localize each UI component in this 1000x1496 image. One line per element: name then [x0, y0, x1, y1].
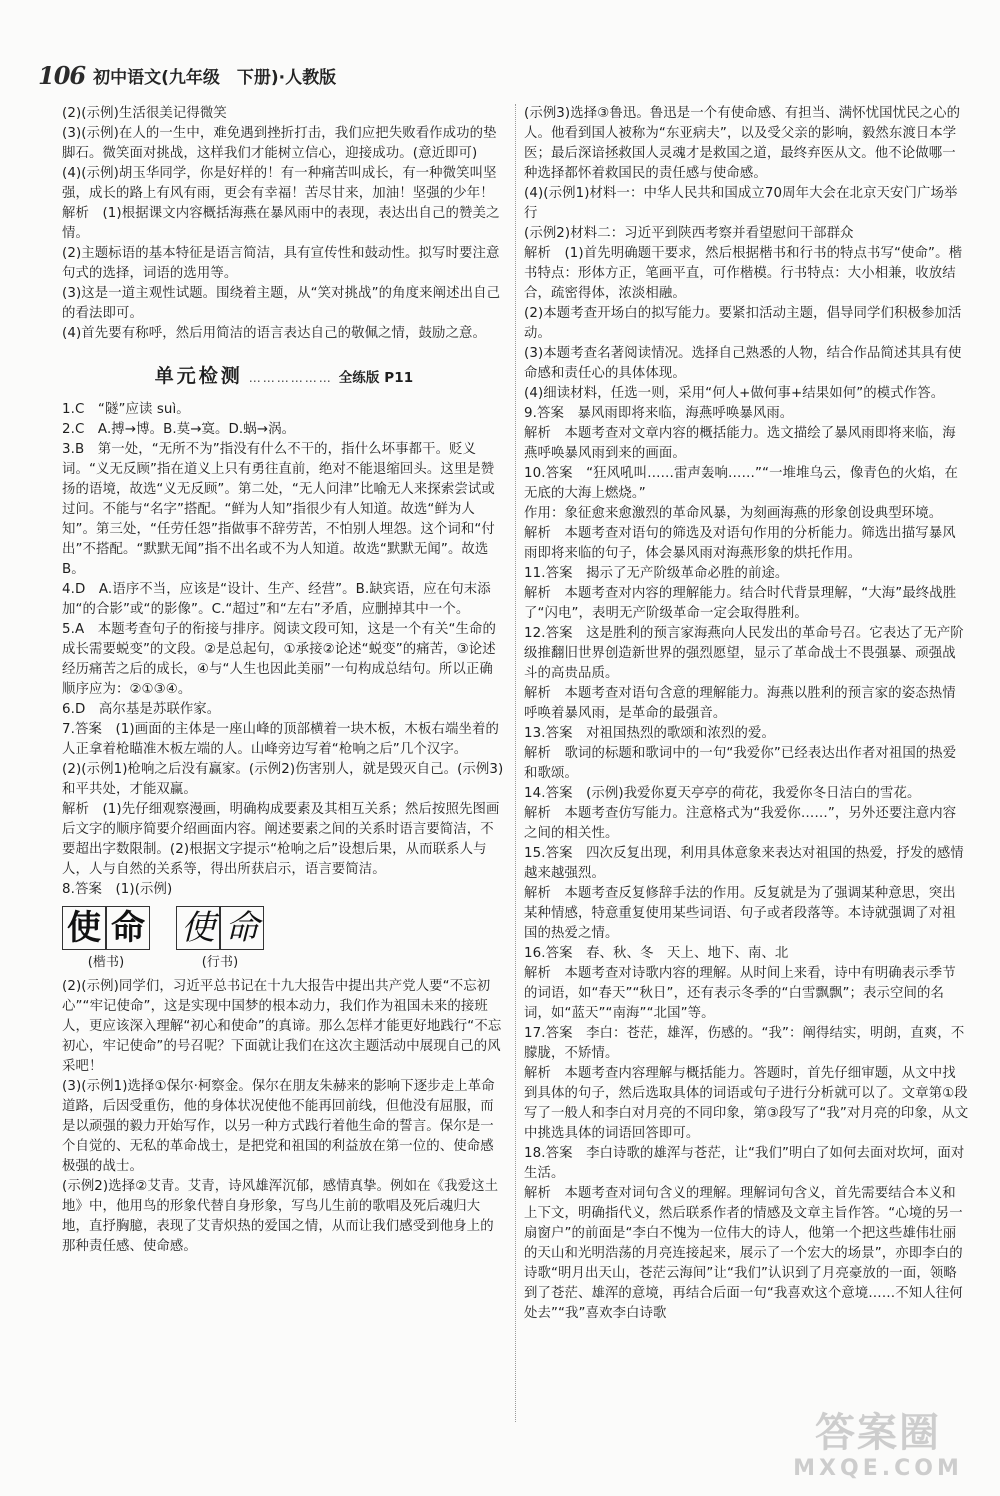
- answer-item: 15.答案 四次反复出现，利用具体意象来表达对祖国的热爱，抒发的感情越来越强烈。: [524, 846, 964, 881]
- analysis-paragraph: 解析 (1)先仔细观察漫画，明确构成要素及其相互关系；然后按照先图画后文字的顺序简要介绍画面内容。阐述要素之间的关系时语言要简洁，不要超出字数限制。(2)根据文字提示“枪响之后”设想后果，从而联系人与人，人与自然的关系等，得出所获启示，语言要简洁。: [62, 802, 500, 877]
- watermark-text-en: MXQE.COM: [793, 1456, 963, 1481]
- analysis-paragraph: 解析 (1)首先明确题干要求，然后根据楷书和行书的特点书写“使命”。楷书特点：形体方正，笔画平直，可作楷模。行书特点：大小相兼，收放结合，疏密得体，浓淡相融。: [524, 246, 963, 301]
- answer-item: 7.答案 (1)画面的主体是一座山峰的顶部横着一块木板，木板右端坐着的人正拿着枪瞄准木板左端的人。山峰旁边写着“枪响之后”几个汉字。: [62, 722, 499, 757]
- text-paragraph: (示例2)材料二：习近平到陕西考察并看望慰问干部群众: [524, 226, 854, 241]
- calligraphy-char: 使: [62, 906, 106, 950]
- left-block-1: [62, 104, 506, 344]
- section-title: 单元检测: [154, 365, 243, 387]
- calligraphy-kaishu: [62, 906, 150, 973]
- answer-item: 9.答案 暴风雨即将来临，海燕呼唤暴风雨。: [524, 406, 794, 421]
- analysis-paragraph: 解析 本题考查内容理解与概括能力。答题时，首先仔细审题，从文中找到具体的句子，然后选取具体的词语或句子进行分析就可以了。文章第①段写了一般人和李白对月亮的不同印象，第③段写了“我”对月亮的印象，从文中挑选具体的词语回答即可。: [524, 1066, 969, 1141]
- analysis-paragraph: 解析 本题考查对语句含意的理解能力。海燕以胜利的预言家的姿态热情呼唤着暴风雨，是革命的最强音。: [524, 686, 956, 721]
- text-paragraph: (4)(示例)胡玉华同学，你是好样的！有一种痛苦叫成长，有一种微笑叫坚强，成长的路上有风有雨，更会有幸福！苦尽甘来，加油！坚强的少年！: [62, 166, 497, 201]
- section-dots: ………………: [248, 371, 333, 385]
- section-heading: [62, 366, 506, 388]
- page-header: [38, 58, 468, 92]
- answer-item: 18.答案 李白诗歌的雄浑与苍茫，让“我们”明白了如何去面对坎坷，面对生活。: [524, 1146, 965, 1181]
- calligraphy-caption: (楷书): [87, 955, 125, 970]
- answer-item: 5.A 本题考查句子的衔接与排序。阅读文段可知，这是一个有关“生命的成长需要蜕变”的文段。②是总起句，①承接②论述“蜕变”的痛苦，③论述经历痛苦之后的成长，④与“人生也因此美丽”一句构成总结句。所以正确顺序应为：②①③④。: [62, 622, 496, 697]
- answer-item: 2.C A.搏→博。B.莫→寞。D.蜗→涡。: [62, 422, 296, 437]
- text-paragraph: (3)(示例1)选择①保尔·柯察金。保尔在朋友朱赫来的影响下逐步走上革命道路，后因受重伤，他的身体状况使他不能再回前线，但他没有屈服，而是以顽强的毅力开始写作，以另一种方式践行着他生命的誓言。保尔是一个自觉的、无私的革命战士，是把党和祖国的利益放在第一位的、使命感极强的战士。: [62, 1079, 495, 1174]
- answer-item: (2)(示例1)枪响之后没有赢家。(示例2)伤害别人，就是毁灭自己。(示例3)和平共处，才能双赢。: [62, 762, 504, 797]
- answer-item: 13.答案 对祖国热烈的歌颂和浓烈的爱。: [524, 726, 775, 741]
- answer-item: 14.答案 (示例)我爱你夏天亭亭的荷花，我爱你冬日洁白的雪花。: [524, 786, 921, 801]
- text-paragraph: (4)(示例1)材料一：中华人民共和国成立70周年大会在北京天安门广场举行: [524, 186, 958, 221]
- analysis-paragraph: 解析 本题考查仿写能力。注意格式为“我爱你……”，另外还要注意内容之间的相关性。: [524, 806, 957, 841]
- analysis-paragraph: 解析 本题考查对语句的筛选及对语句作用的分析能力。筛选出描写暴风雨即将来临的句子，体会暴风雨对海燕形象的烘托作用。: [524, 526, 956, 561]
- calligraphy-char: 命: [220, 906, 264, 950]
- analysis-paragraph: 解析 本题考查对诗歌内容的理解。从时间上来看，诗中有明确表示季节的词语，如“春天”“秋日”，还有表示冬季的“白雪飘飘”；表示空间的名词，如“蓝天”“南海”“北国”等。: [524, 966, 956, 1021]
- text-paragraph: (2)主题标语的基本特征是语言简洁，具有宣传性和鼓动性。拟写时要注意句式的选择，词语的选用等。: [62, 246, 500, 281]
- text-paragraph: (示例3)选择③鲁迅。鲁迅是一个有使命感、有担当、满怀忧国忧民之心的人。他看到国人被称为“东亚病夫”，以及受父亲的影响，毅然东渡日本学医；最后深谙拯救国人灵魂才是救国之道，最终弃医从文。他不论做哪一种选择都怀着救国民的责任感与使命感。: [524, 106, 961, 181]
- text-paragraph: (示例2)选择②艾青。艾青，诗风雄浑沉郁，感情真挚。例如在《我爱这土地》中，他用鸟的形象代替自身形象，写鸟儿生前的歌唱及死后魂归大地，直抒胸臆，表现了艾青炽热的爱国之情，从而让我们感受到他身上的那种责任感、使命感。: [62, 1179, 499, 1254]
- answer-item: 16.答案 春、秋、冬 天上、地下、南、北: [524, 946, 789, 961]
- section-page-ref: 全练版 P11: [338, 370, 414, 386]
- right-column: [524, 104, 969, 1324]
- watermark-text-cn: 答案圈: [815, 1410, 941, 1456]
- analysis-paragraph: 解析 本题考查对词句含义的理解。理解词句含义，首先需要结合本义和上下文，明确指代义，然后联系作者的情感及文章主旨作答。“心境的另一扇窗户”的前面是“李白不愧为一位伟大的诗人，他第一个把这些雄伟壮丽的天山和光明浩荡的月亮连接起来，展示了一个宏大的场景”，亦即李白的诗歌“明月出天山，苍茫云海间”让“我们”认识到了月亮豪放的一面，领略到了苍茫、雄浑的意境，再结合后面一句“我喜欢这个意境……不知人往何处去”“我”喜欢李白诗歌: [524, 1186, 963, 1321]
- text-paragraph: (3)(示例)在人的一生中，难免遇到挫折打击，我们应把失败看作成功的垫脚石。微笑面对挑战，这样我们才能树立信心，迎接成功。(意近即可): [62, 126, 497, 161]
- text-paragraph: (4)细读材料，任选一则，采用“何人+做何事+结果如何”的模式作答。: [524, 386, 945, 401]
- calligraphy-samples: [62, 906, 506, 973]
- analysis-paragraph: 解析 本题考查对内容的理解能力。结合时代背景理解，“大海”最终战胜了“闪电”，表明无产阶级革命一定会取得胜利。: [524, 586, 957, 621]
- page-number: 106: [38, 60, 86, 90]
- answer-item: 6.D 高尔基是苏联作家。: [62, 702, 221, 717]
- answer-item: 4.D A.语序不当，应该是“设计、生产、经营”。B.缺宾语，应在句末添加“的合影”或“的影像”。C.“超过”和“左右”矛盾，应删掉其中一个。: [62, 582, 491, 617]
- column-divider: [515, 104, 516, 1422]
- text-paragraph: (4)首先要有称呼，然后用简洁的语言表达自己的敬佩之情，鼓励之意。: [62, 326, 486, 341]
- calligraphy-xingshu: [176, 906, 264, 973]
- analysis-paragraph: 解析 本题考查反复修辞手法的作用。反复就是为了强调某种意思，突出某种情感，特意重复使用某些词语、句子或者段落等。本诗就强调了对祖国的热爱之情。: [524, 886, 956, 941]
- left-column: [62, 104, 506, 1257]
- text-paragraph: (2)本题考查开场白的拟写能力。要紧扣活动主题，倡导同学们积极参加活动。: [524, 306, 962, 341]
- text-paragraph: (3)本题考查名著阅读情况。选择自己熟悉的人物，结合作品简述其具有使命感和责任心的具体体现。: [524, 346, 962, 381]
- analysis-paragraph: 解析 (1)根据课文内容概括海燕在暴风雨中的表现，表达出自己的赞美之情。: [62, 206, 500, 241]
- answer-item: 11.答案 揭示了无产阶级革命必胜的前途。: [524, 566, 789, 581]
- answer-item: 10.答案 “狂风吼叫……雷声轰响……”“一堆堆乌云，像青色的火焰，在无底的大海上燃烧。”: [524, 466, 958, 501]
- left-block-2: [62, 400, 506, 900]
- analysis-paragraph: 解析 歌词的标题和歌词中的一句“我爱你”已经表达出作者对祖国的热爱和歌颂。: [524, 746, 957, 781]
- calligraphy-char: 命: [106, 906, 150, 950]
- answer-item: 1.C “隧”应读 suì。: [62, 402, 190, 417]
- answer-item: 17.答案 李白：苍茫，雄浑，伤感的。“我”：阐得结实，明朗，直爽，不朦胧，不矫情。: [524, 1026, 965, 1061]
- text-paragraph: (2)(示例)同学们，习近平总书记在十九大报告中提出共产党人要“不忘初心”“牢记使命”，这是实现中国梦的根本动力，我们作为祖国未来的接班人，更应该深入理解“初心和使命”的真谛。那么怎样才能更好地践行“不忘初心，牢记使命”的号召呢？下面就让我们在这次主题活动中展现自己的风采吧！: [62, 979, 502, 1074]
- analysis-paragraph: 解析 本题考查对文章内容的概括能力。选文描绘了暴风雨即将来临，海燕呼唤暴风雨到来的画面。: [524, 426, 956, 461]
- calligraphy-caption: (行书): [201, 955, 239, 970]
- book-title: 初中语文(九年级 下册)·人教版: [93, 67, 337, 88]
- answer-item: 3.B 第一处，“无所不为”指没有什么不干的，指什么坏事都干。贬义词。“义无反顾”指在道义上只有勇往直前，绝对不能退缩回头。这里是赞扬的语境，故选“义无反顾”。第二处，“无人问津”比喻无人来探索尝试或过问。不能与“名字”搭配。“鲜为人知”指很少有人知道。故选“鲜为人知”。第三处，“任劳任怨”指做事不辞劳苦，不怕别人埋怨。这个词和“付出”不搭配。“默默无闻”指不出名或不为人知道。故选“默默无闻”。故选 B。: [62, 442, 495, 577]
- site-watermark: [778, 1410, 978, 1488]
- text-paragraph: 作用：象征愈来愈激烈的革命风暴，为刻画海燕的形象创设典型环境。: [524, 506, 943, 521]
- answer-item: 12.答案 这是胜利的预言家海燕向人民发出的革命号召。它表达了无产阶级推翻旧世界创造新世界的强烈愿望，显示了革命战士不畏强暴、顽强战斗的高贵品质。: [524, 626, 964, 681]
- text-paragraph: (3)这是一道主观性试题。围绕着主题，从“笑对挑战”的角度来阐述出自己的看法即可。: [62, 286, 501, 321]
- answer-item: 8.答案 (1)(示例): [62, 882, 173, 897]
- calligraphy-char: 使: [176, 906, 220, 950]
- text-paragraph: (2)(示例)生活很美记得微笑: [62, 106, 227, 121]
- left-block-3: [62, 977, 506, 1257]
